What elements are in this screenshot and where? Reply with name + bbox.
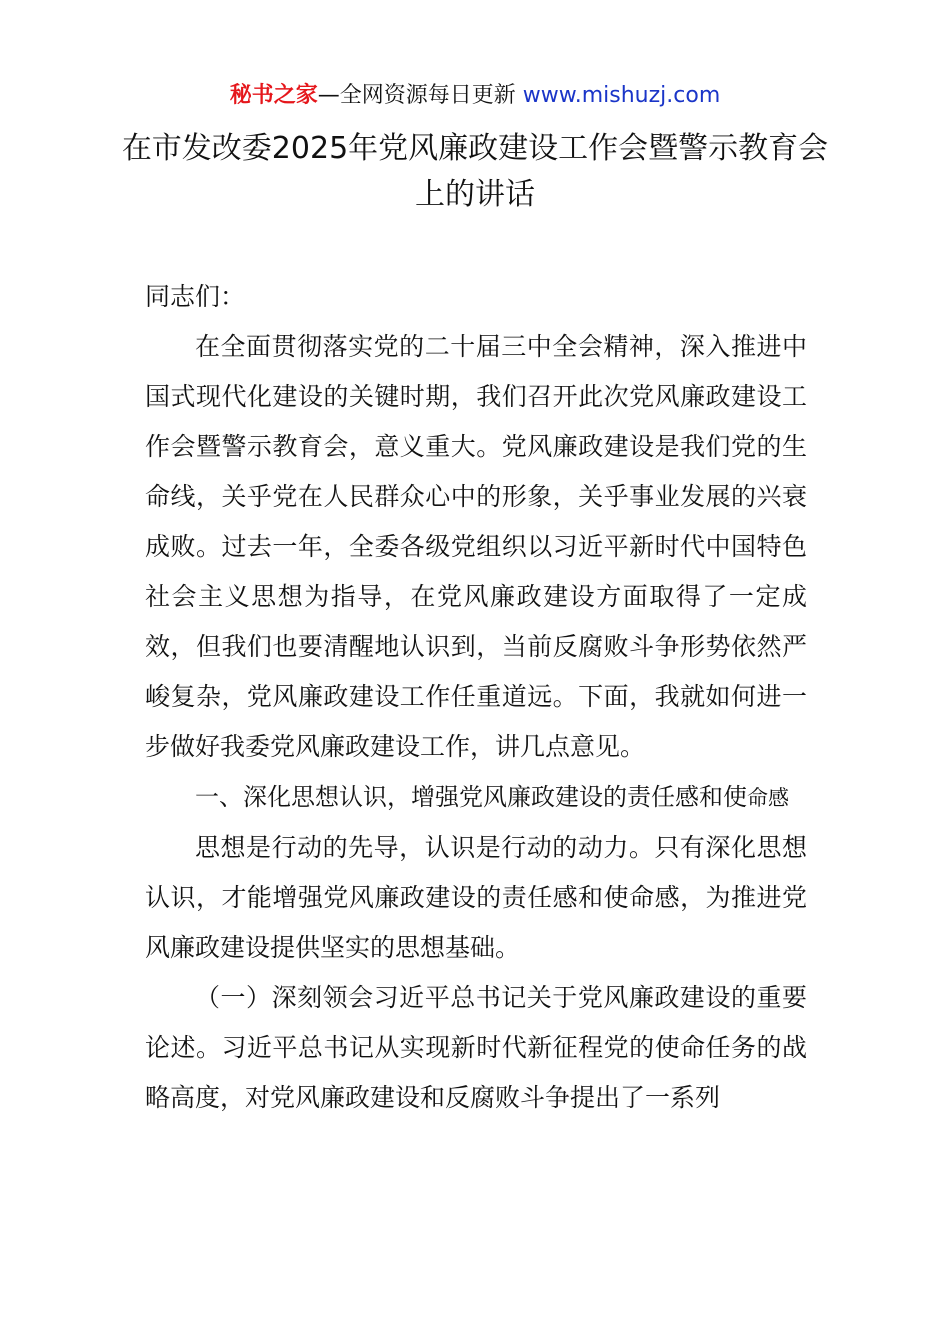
section-1-heading-main: 一、深化思想认识，增强党风廉政建设的责任感和使 [195,783,747,811]
document-body [145,272,807,1123]
site-brand: 秘书之家 [229,83,318,108]
section-1-heading [145,772,807,823]
site-url-link[interactable]: www.mishuzj.com [522,83,721,108]
header-tagline: 全网资源每日更新 [339,83,523,108]
intro-paragraph: 在全面贯彻落实党的二十届三中全会精神，深入推进中国式现代化建设的关键时期，我们召开此次党风廉政建设工作会暨警示教育会，意义重大。党风廉政建设是我们党的生命线，关乎党在人民群众心中的形象，关乎事业发展的兴衰成败。过去一年，全委各级党组织以习近平新时代中国特色社会主义思想为指导，在党风廉政建设方面取得了一定成效，但我们也要清醒地认识到，当前反腐败斗争形势依然严峻复杂，党风廉政建设工作任重道远。下面，我就如何进一步做好我委党风廉政建设工作，讲几点意见。 [145,332,807,761]
salutation: 同志们： [145,282,246,311]
header-separator: — [317,83,340,108]
subsection-1-paragraph: （一）深刻领会习近平总书记关于党风廉政建设的重要论述。习近平总书记从实现新时代新征程党的使命任务的战略高度，对党风廉政建设和反腐败斗争提出了一系列 [145,983,807,1112]
section-1-paragraph: 思想是行动的先导，认识是行动的动力。只有深化思想认识，才能增强党风廉政建设的责任感和使命感，为推进党风廉政建设提供坚实的思想基础。 [145,833,807,962]
section-1-heading-tail: 命感 [747,786,789,810]
site-header [0,80,950,112]
document-title: 在市发改委2025年党风廉政建设工作会暨警示教育会上的讲话 [121,131,829,212]
